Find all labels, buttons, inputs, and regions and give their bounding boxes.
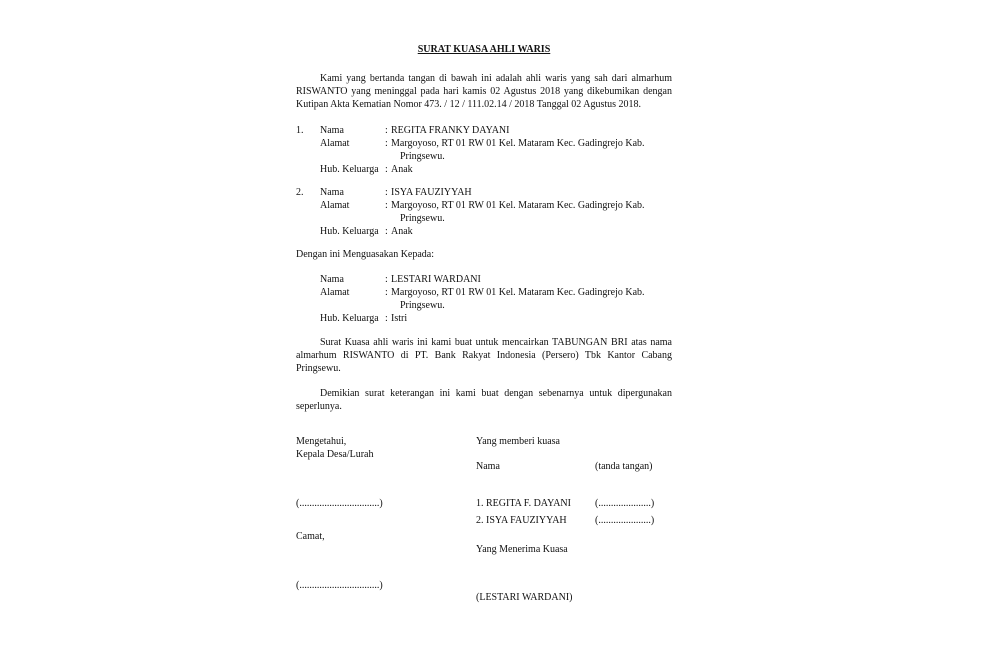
closing-paragraph xyxy=(296,387,672,413)
grant-heading: Dengan ini Menguasakan Kepada: xyxy=(296,249,435,260)
intro-line-3: Kutipan Akta Kematian Nomor 473. / 12 / 111.02.14 / 2018 Tanggal 02 Agustus 2018. xyxy=(296,99,642,110)
heir-1-nama-value: REGITA FRANKY DAYANI xyxy=(391,125,510,136)
heir-2-alamat-line-1: Margoyoso, RT 01 RW 01 Kel. Mataram Kec. Gadingrejo Kab. xyxy=(391,200,645,211)
grantee-alamat-colon: : xyxy=(385,287,388,298)
signer-1-name: 1. REGITA F. DAYANI xyxy=(476,498,571,509)
col-nama-header: Nama xyxy=(476,461,500,472)
purpose-paragraph xyxy=(296,336,672,375)
intro-paragraph xyxy=(296,72,672,111)
heir-1-alamat-line-1: Margoyoso, RT 01 RW 01 Kel. Mataram Kec. Gadingrejo Kab. xyxy=(391,138,645,149)
kepala-desa-label: Kepala Desa/Lurah xyxy=(296,449,374,460)
heir-1-hub-label: Hub. Keluarga xyxy=(320,164,379,175)
signer-2-name: 2. ISYA FAUZIYYAH xyxy=(476,515,567,526)
heir-2-alamat-colon: : xyxy=(385,200,388,211)
heir-1-alamat-label: Alamat xyxy=(320,138,350,149)
grantee-alamat-line-2: Pringsewu. xyxy=(400,300,445,311)
grantee-nama-value: LESTARI WARDANI xyxy=(391,274,481,285)
purpose-line-1: Surat Kuasa ahli waris ini kami buat untuk mencairkan TABUNGAN BRI atas nama xyxy=(320,337,672,348)
purpose-line-3: Pringsewu. xyxy=(296,363,341,374)
purpose-line-2: almarhum RISWANTO di PT. Bank Rakyat Indonesia (Persero) Tbk Kantor Cabang xyxy=(296,350,672,361)
heir-2-alamat-line-2: Pringsewu. xyxy=(400,213,445,224)
grantee-nama-label: Nama xyxy=(320,274,344,285)
col-ttd-header: (tanda tangan) xyxy=(595,461,653,472)
grantee-hub-colon: : xyxy=(385,313,388,324)
closing-line-1: Demikian surat keterangan ini kami buat dengan sebenarnya untuk dipergunakan xyxy=(320,388,672,399)
heir-1-hub-value: Anak xyxy=(391,164,413,175)
heir-2-alamat-label: Alamat xyxy=(320,200,350,211)
intro-line-2: RISWANTO yang meninggal pada hari kamis 02 Agustus 2018 yang dikebumikan dengan xyxy=(296,86,672,97)
intro-line-1: Kami yang bertanda tangan di bawah ini adalah ahli waris yang sah dari almarhum xyxy=(320,73,672,84)
kepala-desa-signature-blank: (................................) xyxy=(296,498,383,509)
grantee-hub-value: Istri xyxy=(391,313,408,324)
penerima-kuasa-label: Yang Menerima Kuasa xyxy=(476,544,568,555)
heir-1-hub-colon: : xyxy=(385,164,388,175)
document-title: SURAT KUASA AHLI WARIS xyxy=(417,44,551,55)
heir-2-hub-value: Anak xyxy=(391,226,413,237)
camat-signature-blank: (................................) xyxy=(296,580,383,591)
penerima-kuasa-name: (LESTARI WARDANI) xyxy=(476,592,573,603)
heir-2-hub-colon: : xyxy=(385,226,388,237)
heir-1-number: 1. xyxy=(296,125,304,136)
heir-1-nama-colon: : xyxy=(385,125,388,136)
heir-2-nama-value: ISYA FAUZIYYAH xyxy=(391,187,472,198)
signer-2-signature-blank: (.....................) xyxy=(595,515,655,526)
pemberi-kuasa-label: Yang memberi kuasa xyxy=(476,436,560,447)
heir-2-hub-label: Hub. Keluarga xyxy=(320,226,379,237)
heir-1-alamat-colon: : xyxy=(385,138,388,149)
grantee-hub-label: Hub. Keluarga xyxy=(320,313,379,324)
grantee-nama-colon: : xyxy=(385,274,388,285)
mengetahui-label: Mengetahui, xyxy=(296,436,347,447)
heir-2-nama-colon: : xyxy=(385,187,388,198)
heir-2-nama-label: Nama xyxy=(320,187,344,198)
heir-1-nama-label: Nama xyxy=(320,125,344,136)
heir-1-alamat-line-2: Pringsewu. xyxy=(400,151,445,162)
heir-2-number: 2. xyxy=(296,187,304,198)
signer-1-signature-blank: (.....................) xyxy=(595,498,655,509)
closing-line-2: seperlunya. xyxy=(296,401,342,412)
camat-label: Camat, xyxy=(296,531,325,542)
grantee-alamat-label: Alamat xyxy=(320,287,350,298)
grantee-alamat-line-1: Margoyoso, RT 01 RW 01 Kel. Mataram Kec. Gadingrejo Kab. xyxy=(391,287,645,298)
